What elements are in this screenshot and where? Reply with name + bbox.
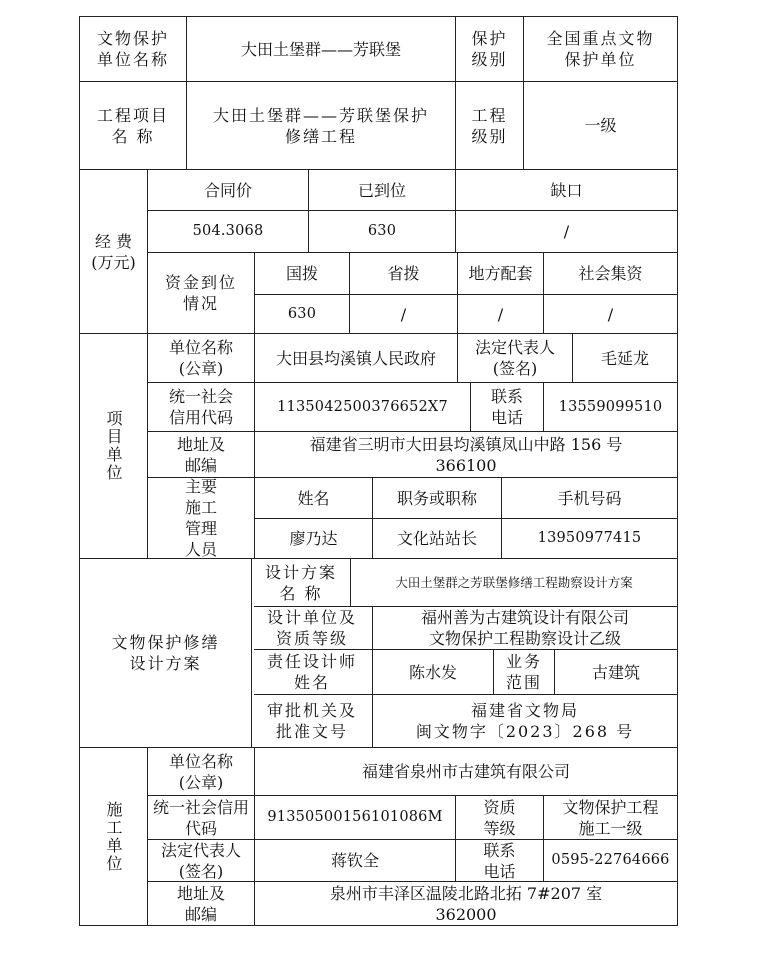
national-value: 630 [287, 305, 317, 322]
cu-address-value: 泉州市丰泽区温陵北路北拓 7#207 室 362000 [329, 883, 603, 924]
heritage-unit-label: 文物保护 单位名称 [96, 29, 169, 69]
construction-unit-label: 施工单位 [104, 800, 123, 873]
pu-staff-title-label: 职务或职称 [396, 488, 477, 508]
project-level-value: 一级 [584, 116, 617, 135]
design-scope-value: 古建筑 [591, 662, 640, 682]
social-label: 社会集资 [578, 264, 643, 283]
gap-label: 缺口 [550, 180, 583, 200]
funding-status-label: 资金到位 情况 [164, 273, 237, 313]
grid-line [677, 16, 678, 926]
project-level-label: 工程 级别 [471, 105, 508, 146]
design-label: 文物保护修缮 设计方案 [111, 633, 220, 673]
cu-rep-label: 法定代表人 (签名) [160, 840, 241, 881]
pu-phone-label: 联系 电话 [490, 387, 523, 427]
funding-label: 经 费 (万元) [91, 231, 136, 272]
heritage-unit-value: 大田土堡群——芳联堡 [240, 39, 401, 59]
national-label: 国拨 [285, 264, 318, 283]
cu-qual-label: 资质 等级 [483, 797, 516, 838]
pu-rep-value: 毛延龙 [600, 348, 649, 368]
cu-phone-label: 联系 电话 [483, 840, 516, 881]
gap-value: / [563, 222, 570, 241]
pu-name-label: 单位名称 (公章) [168, 338, 233, 378]
pu-staff-name-label: 姓名 [297, 488, 330, 508]
protection-level-label: 保护 级别 [471, 29, 508, 69]
cu-credit-label: 统一社会信用 代码 [152, 797, 249, 838]
design-designer-label: 责任设计师 姓名 [266, 652, 357, 692]
provincial-value: / [400, 304, 407, 324]
pu-staff-phone-label: 手机号码 [557, 488, 622, 508]
cu-address-label: 地址及 邮编 [176, 883, 225, 924]
pu-credit-value: 1135042500376652X7 [277, 398, 448, 415]
project-name-value: 大田土堡群——芳联堡保护 修缮工程 [212, 105, 429, 146]
pu-staff-label: 主要 施工 管理 人员 [184, 477, 217, 559]
contract-price-value: 504.3068 [192, 223, 264, 239]
design-plan-label: 设计方案 名 称 [264, 562, 337, 603]
cu-credit-value: 91350500156101086M [267, 809, 443, 825]
grid-line [79, 925, 678, 926]
pu-address-value: 福建省三明市大田县均溪镇凤山中路 156 号 366100 [309, 434, 623, 475]
social-value: / [607, 304, 614, 324]
design-scope-label: 业务 范围 [505, 652, 542, 692]
cu-qual-value: 文物保护工程 施工一级 [562, 797, 659, 838]
pu-staff-title-value: 文化站站长 [396, 529, 477, 548]
protection-level-value: 全国重点文物 保护单位 [546, 29, 655, 69]
design-plan-value: 大田土堡群之芳联堡修缮工程勘察设计方案 [395, 575, 633, 590]
cu-phone-value: 0595-22764666 [551, 852, 670, 868]
cu-name-value: 福建省泉州市古建筑有限公司 [361, 762, 570, 781]
cu-name-label: 单位名称 (公章) [168, 751, 233, 792]
pu-staff-phone-value: 13950977415 [537, 530, 642, 546]
design-approval-value: 福建省文物局 闽文物字〔2023〕268 号 [415, 701, 635, 741]
local-value: / [497, 304, 504, 324]
pu-phone-value: 13559099510 [558, 398, 663, 415]
design-designer-value: 陈水发 [408, 662, 457, 682]
design-approval-label: 审批机关及 批准文号 [266, 701, 357, 741]
pu-rep-label: 法定代表人 (签名) [474, 338, 555, 378]
pu-address-label: 地址及 邮编 [176, 434, 225, 475]
design-unit-label: 设计单位及 资质等级 [266, 608, 357, 648]
local-label: 地方配套 [468, 264, 533, 283]
arrived-label: 已到位 [357, 180, 406, 200]
contract-price-label: 合同价 [203, 180, 252, 200]
project-unit-label: 项目单位 [104, 410, 123, 482]
project-name-label: 工程项目 名 称 [96, 105, 169, 146]
design-unit-value: 福州善为古建筑设计有限公司 文物保护工程勘察设计乙级 [420, 608, 629, 648]
arrived-value: 630 [367, 223, 397, 239]
pu-name-value: 大田县均溪镇人民政府 [275, 348, 436, 368]
pu-credit-label: 统一社会 信用代码 [168, 387, 233, 427]
provincial-label: 省拨 [387, 264, 420, 283]
pu-staff-name-value: 廖乃达 [289, 529, 338, 548]
cu-rep-value: 蒋钦全 [330, 851, 379, 870]
